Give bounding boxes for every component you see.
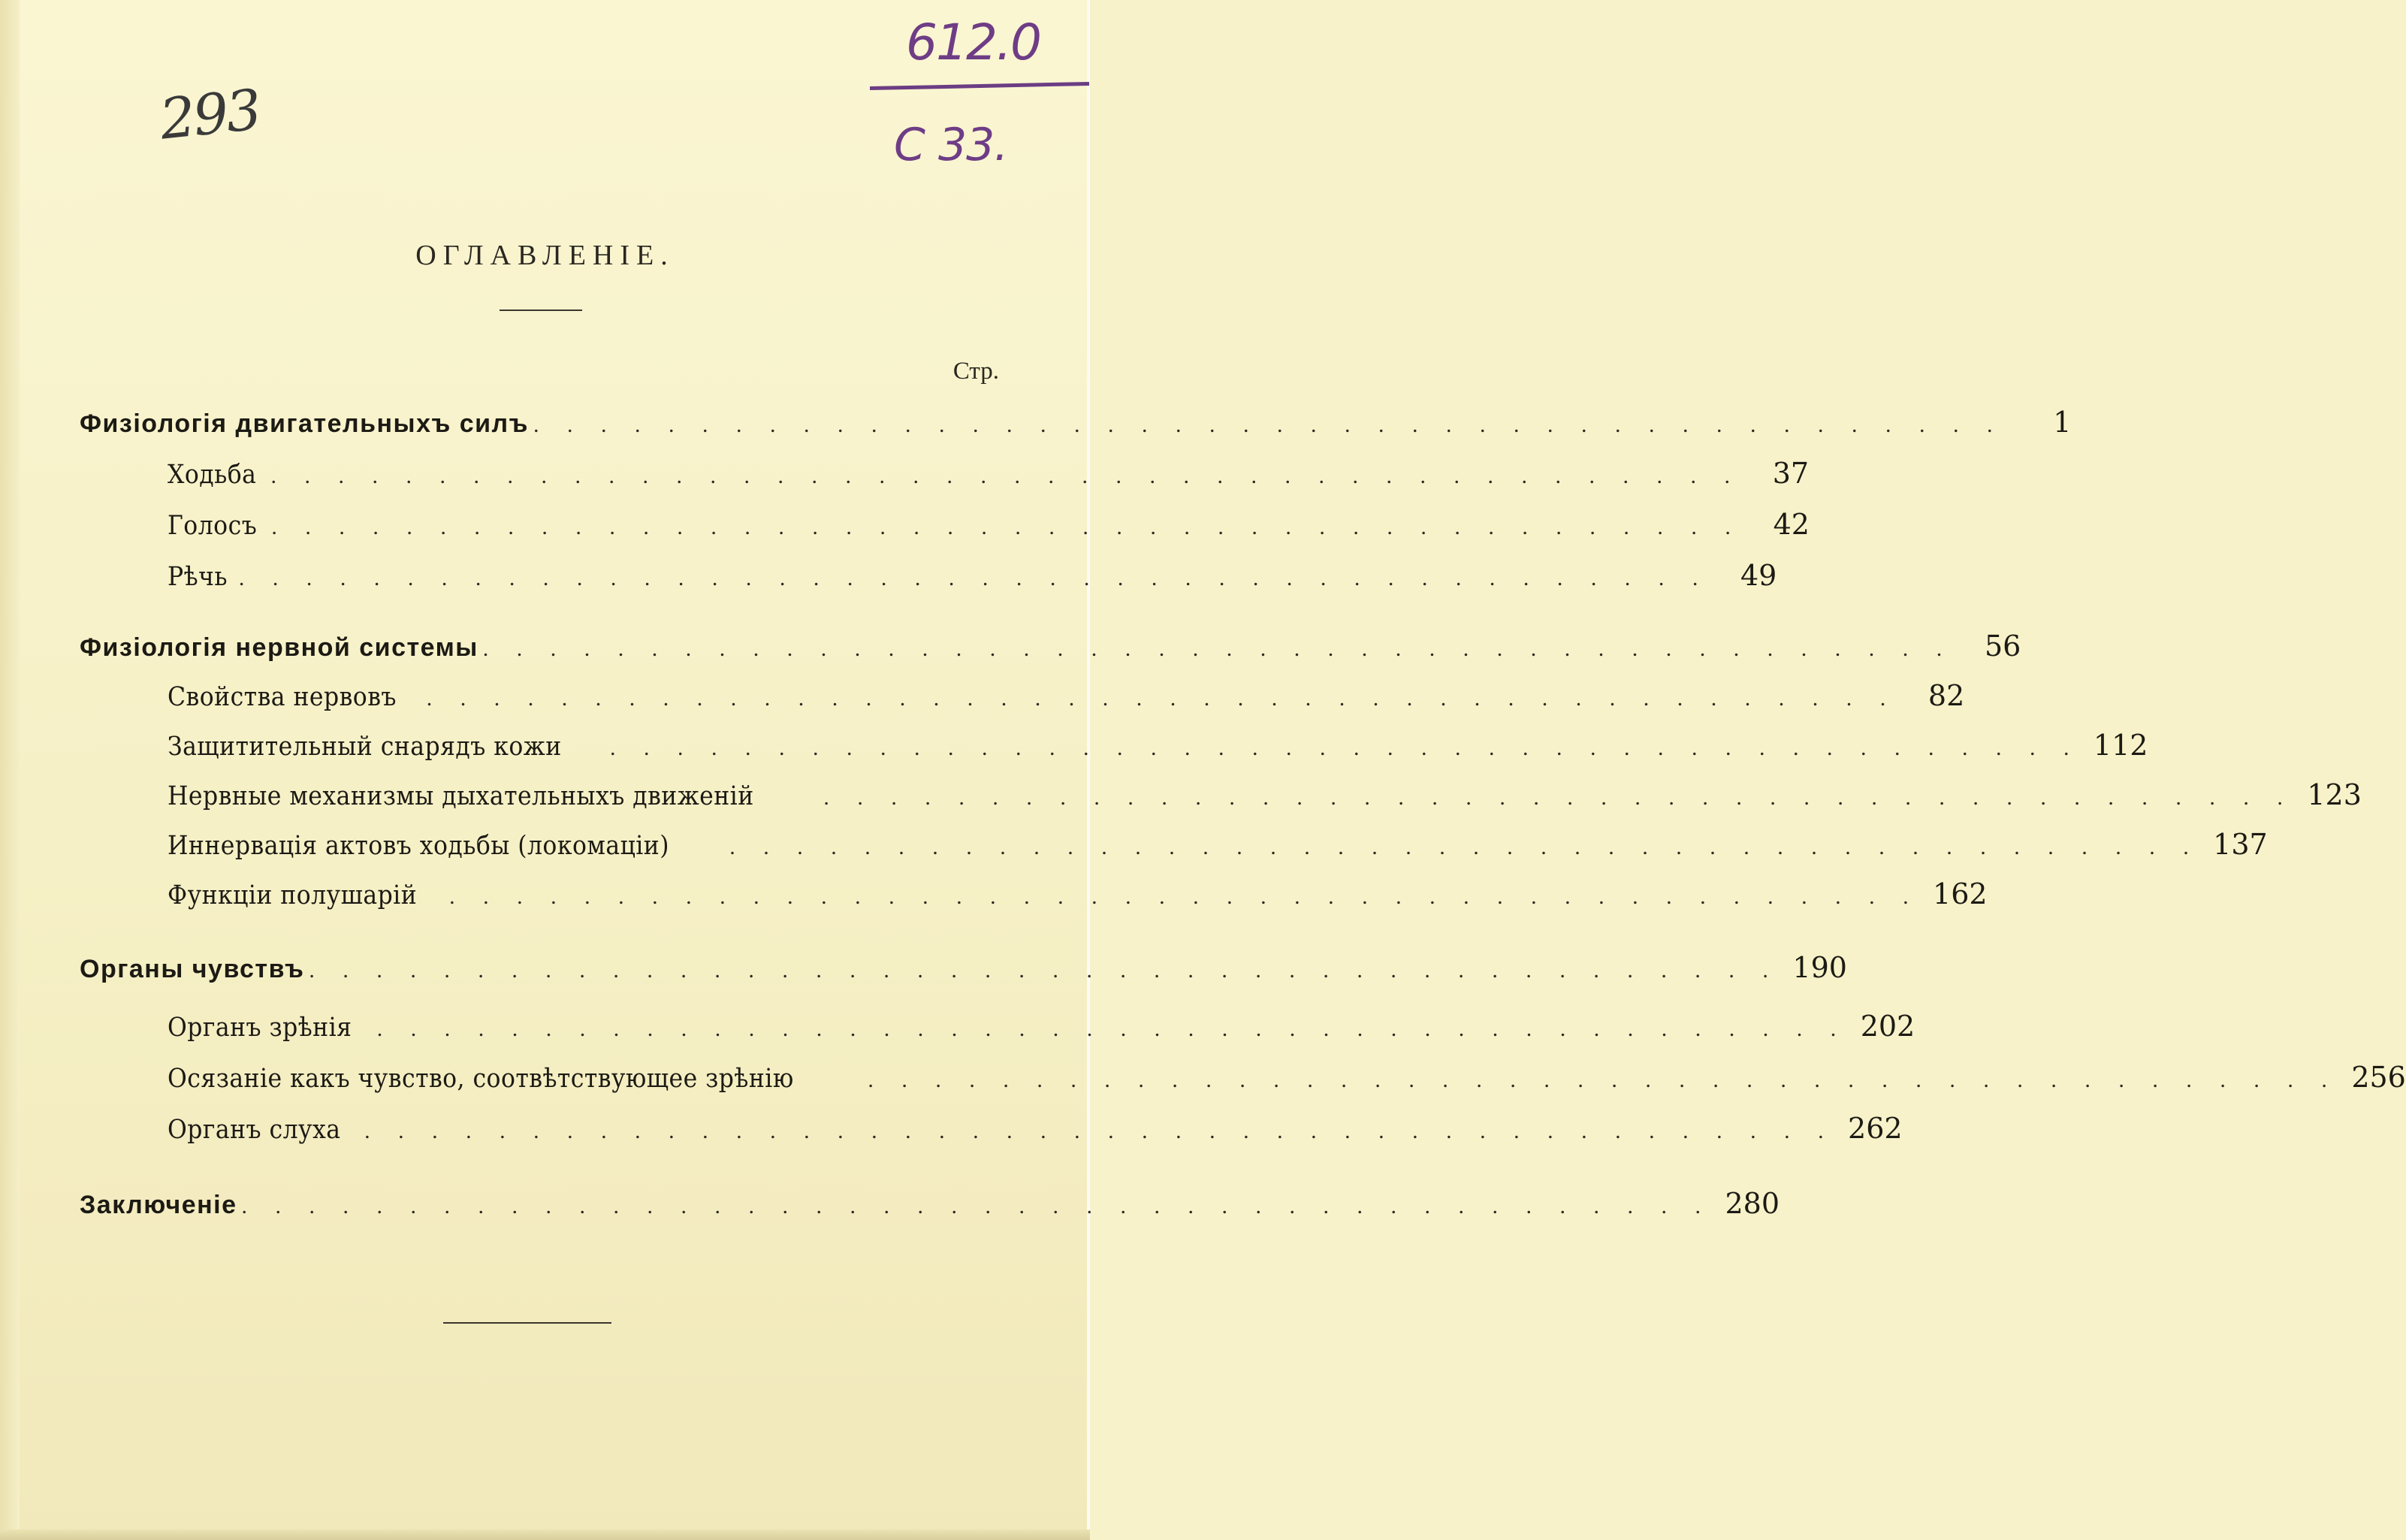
toc-page-number: 42 [1773,508,1810,541]
toc-item [168,457,1810,494]
toc-page-number: 202 [1860,1010,1915,1043]
toc-item-title: Свойства нервовъ [168,682,397,712]
toc-page-number: 37 [1772,457,1810,490]
toc-page-number: 1 [2053,406,2072,439]
toc-page-number: 123 [2307,778,2362,811]
toc-item [168,877,1988,915]
toc-item-title: Органъ слуха [168,1115,341,1145]
toc-section-title: Физіологія нервной системы [80,633,478,662]
dot-leader: . . . . . . . . . . . . . . . . . . . . . . . . . . . . . . . . . . . . . . . . . . . . [609,735,2081,760]
toc-item-title: Осязаніе какъ чувство, соотвѣтствующее зрѣнію [168,1064,794,1094]
page-bottom-edge [0,1529,1090,1540]
dot-leader: . . . . . . . . . . . . . . . . . . . . . . . . . . . . . . . . . . . . . . . . . . . . [309,958,1780,983]
toc-page-number: 137 [2213,828,2268,861]
toc-item [168,729,2148,766]
toc-item-title: Голосъ [168,511,258,541]
toc-item-title: Органъ зрѣнія [168,1013,352,1043]
dot-leader: . . . . . . . . . . . . . . . . . . . . . . . . . . . . . . . . . . . . . . . . . . . . [364,1119,1835,1143]
dot-leader: . . . . . . . . . . . . . . . . . . . . . . . . . . . . . . . . . . . . . . . . . . . . [241,1194,1713,1218]
toc-page-number: 49 [1740,559,1777,592]
toc-item-title: Защитительный снарядъ кожи [168,732,562,762]
shelf-mark-divider [870,82,1089,90]
toc-item [168,679,1965,717]
handwritten-number: 293 [156,77,263,152]
toc-section [80,630,2021,667]
scan-right-margin [1087,0,1090,1540]
toc-item [168,559,1777,596]
toc-section [80,951,1847,989]
dot-leader: . . . . . . . . . . . . . . . . . . . . . . . . . . . . . . . . . . . . . . . . . . . . [868,1067,2338,1092]
dot-leader: . . . . . . . . . . . . . . . . . . . . . . . . . . . . . . . . . . . . . . . . . . . . [533,412,2004,437]
page-title: ОГЛАВЛЕНІЕ. [415,240,675,271]
dot-leader: . . . . . . . . . . . . . . . . . . . . . . . . . . . . . . . . . . . . . . . . . . . . [449,884,1920,909]
toc-item [168,1010,1915,1047]
page-column-header: Стр. [952,358,999,385]
dot-leader: . . . . . . . . . . . . . . . . . . . . . . . . . . . . . . . . . . . . . . . . . . . . [426,686,1897,711]
toc-section-title: Заключеніе [80,1191,237,1219]
toc-item-title: Функціи полушарій [168,880,418,910]
toc-item [168,828,2268,865]
toc-item-title: Нервные механизмы дыхательныхъ движеній [168,781,754,811]
toc-section [80,406,2072,443]
dot-leader: . . . . . . . . . . . . . . . . . . . . . . . . . . . . . . . . . . . . . . . . . . . . [270,464,1742,488]
toc-page-number: 162 [1933,877,1988,910]
toc-page-number: 112 [2093,729,2148,762]
dot-leader: . . . . . . . . . . . . . . . . . . . . . . . . . . . . . . . . . . . . . . . . . . . . [482,636,1954,661]
toc-page-number: 56 [1984,630,2021,663]
toc-page-number: 280 [1725,1187,1780,1220]
toc-page-number: 190 [1792,951,1847,984]
dot-leader: . . . . . . . . . . . . . . . . . . . . . . . . . . . . . . . . . . . . . . . . . . . . [271,515,1742,539]
toc-page-number: 256 [2351,1061,2406,1094]
dot-leader: . . . . . . . . . . . . . . . . . . . . . . . . . . . . . . . . . . . . . . . . . . . . [238,566,1710,590]
toc-item [168,1112,1903,1149]
toc-page-number: 82 [1928,679,1965,712]
toc-section [80,1187,1780,1224]
toc-item-title: Ходьба [168,460,257,490]
toc-section-title: Органы чувствъ [80,955,305,983]
toc-item [168,1061,2406,1098]
toc-item [168,508,1810,545]
shelf-mark-top: 612.0 [906,14,1040,71]
shelf-mark-bottom: C 33. [894,119,1008,171]
title-rule [500,310,582,311]
end-rule [443,1322,611,1324]
toc-section-title: Физіологія двигательныхъ силъ [80,409,529,438]
toc-item-title: Иннервація актовъ ходьбы (локомаціи) [168,831,669,861]
toc-page-number: 262 [1848,1112,1903,1145]
dot-leader: . . . . . . . . . . . . . . . . . . . . . . . . . . . . . . . . . . . . . . . . . . . . [823,785,2294,810]
dot-leader: . . . . . . . . . . . . . . . . . . . . . . . . . . . . . . . . . . . . . . . . . . . . [729,835,2200,859]
toc-item [168,778,2362,816]
dot-leader: . . . . . . . . . . . . . . . . . . . . . . . . . . . . . . . . . . . . . . . . . . . . [376,1016,1848,1041]
page-left-edge [0,0,20,1540]
toc-item-title: Рѣчь [168,562,228,592]
